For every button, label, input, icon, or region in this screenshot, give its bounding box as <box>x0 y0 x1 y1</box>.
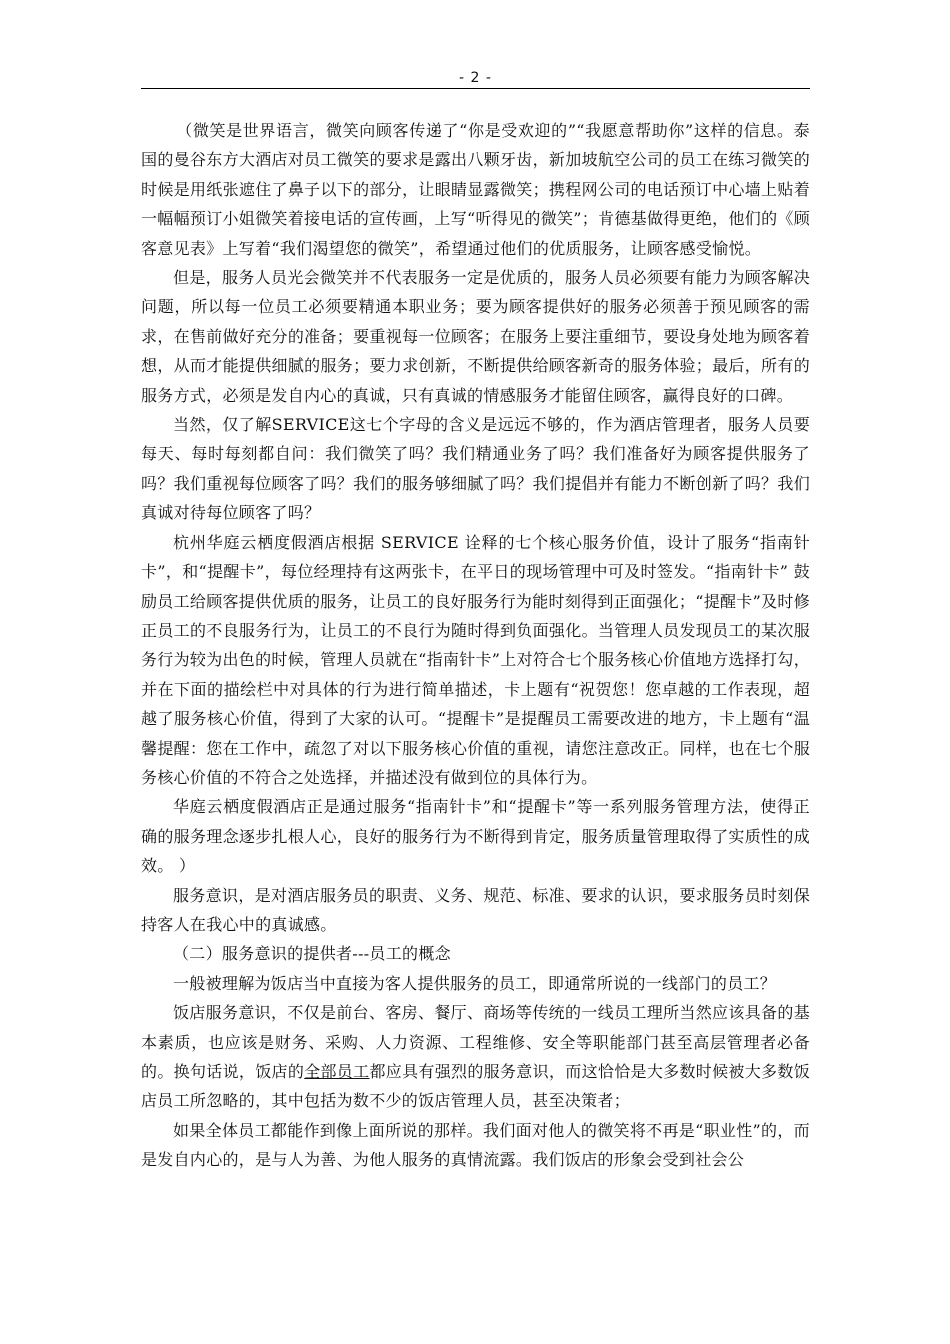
paragraph-results: 华庭云栖度假酒店正是通过服务“指南针卡”和“提醒卡”等一系列服务管理方法，使得正确的服务理念逐步扎根人心，良好的服务行为不断得到肯定，服务质量管理取得了实质性的成效。 ） <box>141 797 810 876</box>
section-heading: （二）服务意识的提供者---员工的概念 <box>173 944 451 964</box>
underlined-phrase: 全部员工 <box>304 1062 370 1081</box>
paragraph-whole-staff: 如果全体员工都能作到像上面所说的那样。我们面对他人的微笑将不再是“职业性”的，而是发自内心的，是与人为善、为他人服务的真情流露。我们饭店的形象会受到社会公 <box>141 1120 810 1170</box>
paragraph-all-staff-part1: 饭店服务意识，不仅是前台、客房、餐厅、商场等传统的一线员工理所当然应该具备的基本素质，也应该是财务、采购、人力资源、工程维修、安全等职能部门甚至高层管理者必备的。换句话说，饭店的 <box>141 1003 810 1081</box>
paragraph-employee-definition: 一般被理解为饭店当中直接为客人提供服务的员工，即通常所说的一线部门的员工？ <box>173 973 777 993</box>
paragraph-compass-card: 杭州华庭云栖度假酒店根据 SERVICE 诠释的七个核心服务价值，设计了服务“指南针卡”，和“提醒卡”，每位经理持有这两张卡，在平日的现场管理中可及时签发。“指南针卡” 鼓励员工给顾客提供优质的服务，让员工的良好服务行为能时刻得到正面强化；“提醒卡”及时修正员工的不良服务行为，让员工的不良行为随时得到负面强化。当管理人员发现员工的某次服务行为较为出色的时候，管理人员就在“指南针卡”上对符合七个服务核心价值地方选择打勾，并在下面的描绘栏中对具体的行为进行简单描述，卡上题有“祝贺您！您卓越的工作表现，超越了服务核心价值，得到了大家的认可。“提醒卡”是提醒员工需要改进的地方，卡上题有“温馨提醒：您在工作中，疏忽了对以下服务核心价值的重视，请您注意改正。同样，也在七个服务核心价值的不符合之处选择，并描述没有做到位的具体行为。 <box>141 532 810 787</box>
body-text <box>141 116 810 1175</box>
paragraph-smile: （微笑是世界语言，微笑向顾客传递了“你是受欢迎的”“我愿意帮助你”这样的信息。泰国的曼谷东方大酒店对员工微笑的要求是露出八颗牙齿，新加坡航空公司的员工在练习微笑的时候是用纸张遮住了鼻子以下的部分，让眼睛显露微笑；携程网公司的电话预订中心墙上贴着一幅幅预订小姐微笑着接电话的宣传画，上写“听得见的微笑”；肯德基做得更绝，他们的《顾客意见表》上写着“我们渴望您的微笑”，希望通过他们的优质服务，让顾客感受愉悦。 <box>141 121 810 258</box>
page-number: - 2 - <box>459 70 492 86</box>
paragraph-self-questions: 当然，仅了解SERVICE这七个字母的含义是远远不够的，作为酒店管理者，服务人员要每天、每时每刻都自问：我们微笑了吗？我们精通业务了吗？我们准备好为顾客提供服务了吗？我们重视每位顾客了吗？我们的服务够细腻了吗？我们提倡并有能力不断创新了吗？我们真诚对待每位顾客了吗？ <box>141 415 810 523</box>
header-divider <box>141 88 810 89</box>
paragraph-service-ability: 但是，服务人员光会微笑并不代表服务一定是优质的，服务人员必须要有能力为顾客解决问题，所以每一位员工必须要精通本职业务；要为顾客提供好的服务必须善于预见顾客的需求，在售前做好充分的准备；要重视每一位顾客；在服务上要注重细节，要设身处地为顾客着想，从而才能提供细腻的服务；要力求创新，不断提供给顾客新奇的服务体验；最后，所有的服务方式，必须是发自内心的真诚，只有真诚的情感服务才能留住顾客，赢得良好的口碑。 <box>141 268 810 405</box>
paragraph-all-staff <box>141 998 810 1116</box>
paragraph-service-awareness: 服务意识，是对酒店服务员的职责、义务、规范、标准、要求的认识，要求服务员时刻保持客人在我心中的真诚感。 <box>141 885 810 934</box>
paragraph-all-staff-part2: 都应具有强烈的服务意识，而这恰恰是大多数时候被大多数饭店员工所忽略的，其中包括为数不少的饭店管理人员，甚至决策者； <box>141 1062 810 1111</box>
